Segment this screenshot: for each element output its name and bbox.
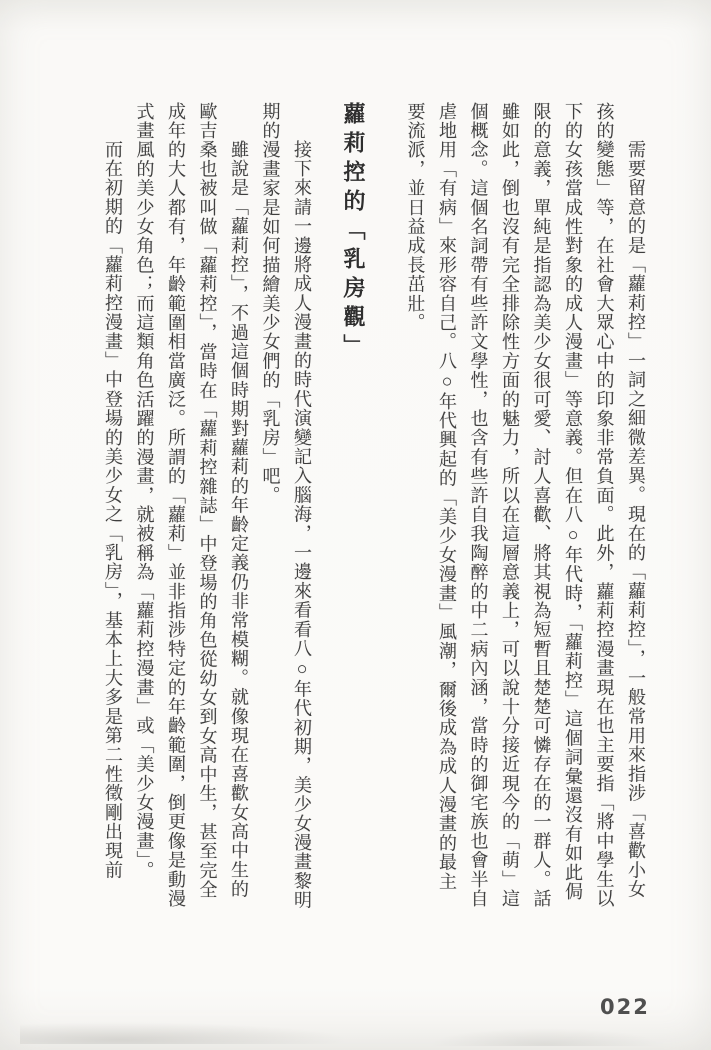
- paragraph: 雖說是「蘿莉控」，不過這個時期對蘿莉的年齡定義仍非常模糊。就像現在喜歡女高中生的歐吉桑也被叫做「蘿莉控」，當時在「蘿莉控雜誌」中登場的角色從幼女到女高中生，甚至完全成年的大人都有，年齡範圍相當廣泛。所謂的「蘿莉」並非指涉特定的年齡範圍，倒更像是動漫式畫風的美少女角色；而這類角色活躍的漫畫，就被稱為「蘿莉控漫畫」或「美少女漫畫」。: [134, 102, 249, 909]
- paragraph: 接下來請一邊將成人漫畫的時代演變記入腦海，一邊來看看八○年代初期，美少女漫畫黎明期的漫畫家是如何描繪美少女們的「乳房」吧。: [260, 102, 312, 910]
- vertical-text-block: [71, 102, 651, 910]
- page-number: 022: [600, 995, 650, 1019]
- paragraph: 而在初期的「蘿莉控漫畫」中登場的美少女之「乳房」，基本上大多是第二性徵剛出現前: [103, 140, 123, 880]
- section-heading: 蘿莉控的「乳房觀」: [340, 102, 365, 363]
- continuation-paragraph: 需要留意的是「蘿莉控」一詞之細微差異。現在的「蘿莉控」，一般常用來指涉「喜歡小女孩的變態」等，在社會大眾心中的印象非常負面。此外，蘿莉控漫畫現在也主要指「將中學生以下的女孩當成性對象的成人漫畫」等意義。但在八○年代時，「蘿莉控」這個詞彙還沒有如此侷限的意義，單純是指認為美少女很可愛、討人喜歡、將其視為短暫且楚楚可憐存在的一群人。話雖如此，倒也沒有完全排除性方面的魅力，所以在這層意義上，可以說十分接近現今的「萌」這個概念。這個名詞帶有些許文學性，也含有些許自我陶醉的中二病內涵，當時的御宅族也會半自虐地用「有病」來形容自己。八○年代興起的「美少女漫畫」風潮，爾後成為成人漫畫的最主要流派，並日益成長茁壯。: [405, 102, 646, 909]
